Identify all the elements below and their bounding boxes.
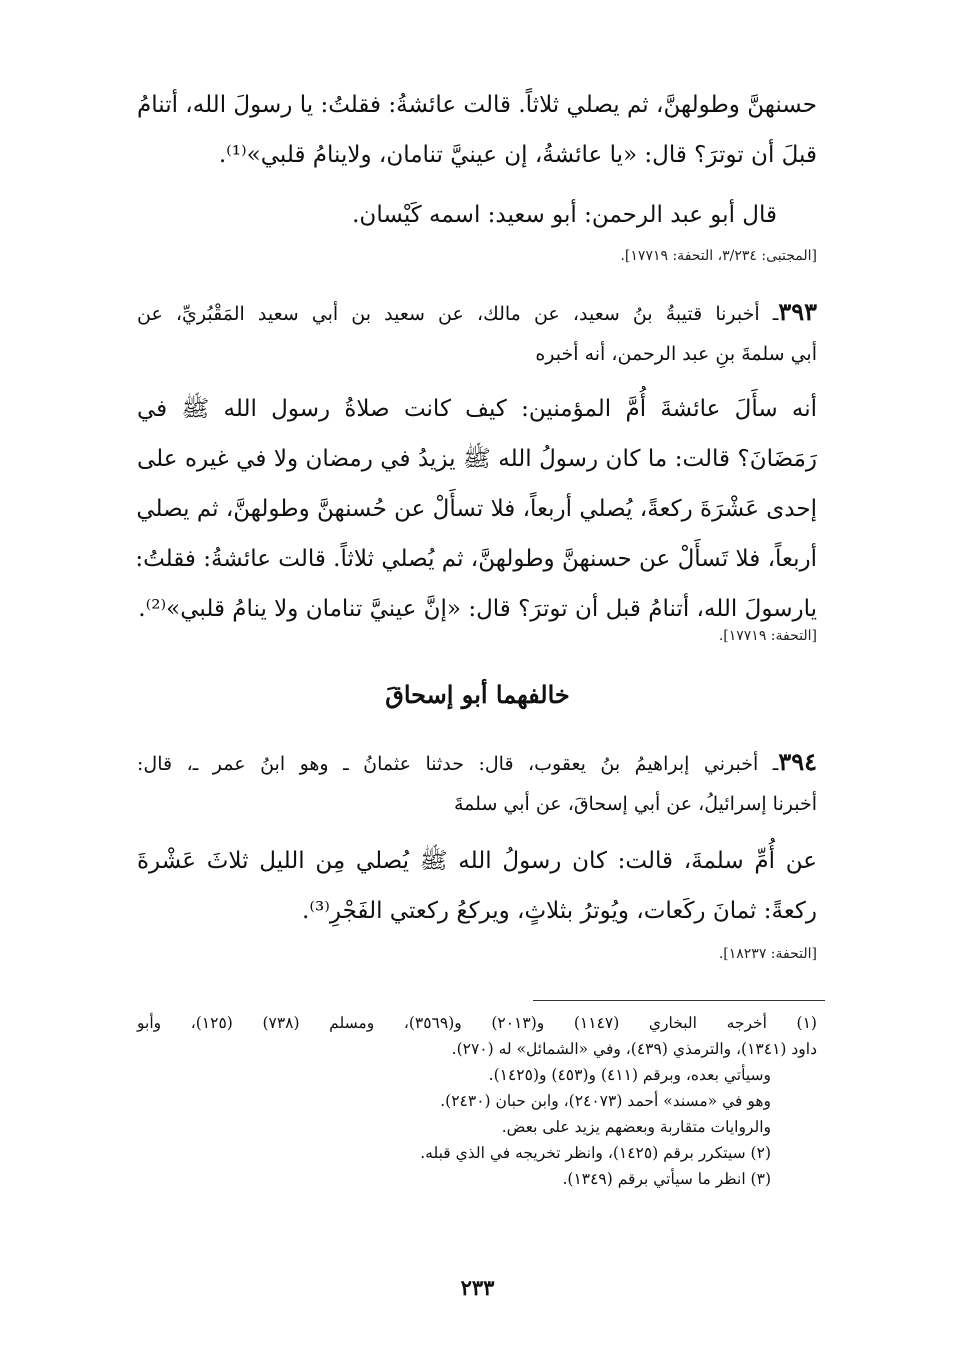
reference-text: [التحفة: ١٧٧١٩]. [718,628,817,644]
text-line: رَمَضَانَ؟ قالت: ما كان رسولُ الله ﷺ يزيدُ في رمضان ولا في غيره على [137,446,817,472]
text-line: أربعاً، فلا تَسأَلْ عن حسنهنَّ وطولهنَّ، ثم يُصلي ثلاثاً. قالت عائشةُ: فقلتُ: [135,546,817,572]
reference-text: [التحفة: ١٨٢٣٧]. [718,946,817,962]
footnote-line: داود (١٣٤١)، والترمذي (٤٣٩)، وفي «الشمائل» له (٢٧٠). [451,1040,817,1058]
text-line: قبلَ أن توترَ؟ قال: «يا عائشةُ، إن عينيَّ تنامان، ولاينامُ قلبي»⁽¹⁾. [218,142,817,168]
reference-394 [137,944,817,964]
footnote-line: (١) أخرجه البخاري (١١٤٧) و(٢٠١٣) و(٣٥٦٩)، ومسلم (٧٣٨) (١٢٥)، وأبو [137,1014,817,1032]
text-line: أنه سأَلَ عائشةَ أُمَّ المؤمنين: كيف كانت صلاةُ رسول الله ﷺ في [137,396,817,422]
footnotes [137,1010,817,1192]
footnote-line: والروايات متقاربة وبعضهم يزيد على بعض. [501,1118,771,1136]
footnote-separator [533,1000,825,1001]
text-line [137,742,817,784]
text-line: يارسولَ الله، أتنامُ قبل أن توترَ؟ قال: «إنَّ عينيَّ تنامان ولا ينامُ قلبي»⁽²⁾. [138,596,817,622]
text-line: إحدى عَشْرَةَ ركعةً، يُصلي أربعاً، فلا تسأَلْ عن حُسنهنَّ وطولهنَّ، ثم يصلي [136,496,817,522]
hadith-number: ٣٩٤ [778,747,817,776]
author-note [137,190,777,240]
footnote-line: (٣) انظر ما سيأتي برقم (١٣٤٩). [562,1170,771,1188]
page-number: ٢٣٣ [460,1275,495,1300]
footnote-line: وسيأتي بعده، وبرقم (٤١١) و(٤٥٣) و(١٤٢٥). [488,1066,771,1084]
hadith-394-matn [137,836,817,936]
text-line: أخبرنا إسرائيلُ، عن أبي إسحاقَ، عن أبي سلمةَ [453,793,817,815]
hadith-394-isnad [137,742,817,824]
hadith-number: ٣٩٣ [778,297,817,326]
footnote-line: (٢) سيتكرر برقم (١٤٢٥)، وانظر تخريجه في الذي قبله. [420,1144,771,1162]
isnad-text: ـ أخبرني إبراهيمُ بنُ يعقوب، قال: حدثنا عثمانُ ـ وهو ابنُ عمر ـ، قال: [137,753,779,775]
text-line: أبي سلمةَ بنِ عبد الرحمن، أنه أخبره [535,343,817,365]
text-line: قال أبو عبد الرحمن: أبو سعيد: اسمه كَيْسان. [352,202,777,228]
isnad-text: ـ أخبرنا قتيبةُ بنُ سعيد، عن مالك، عن سعيد بن أبي سعيد المَقْبُريِّ، عن [137,303,779,325]
reference-1 [137,246,817,266]
hadith-393-isnad [137,292,817,374]
paragraph-continuation [137,80,817,180]
section-heading: خالفهما أبو إسحاقَ [385,680,570,709]
text-line [137,292,817,334]
reference-text: [المجتبى: ٣/٢٣٤، التحفة: ١٧٧١٩]. [620,248,817,264]
reference-393 [137,626,817,646]
hadith-393-matn [137,384,817,634]
footnote-line: وهو في «مسند» أحمد (٢٤٠٧٣)، وابن حبان (٢٤٣٠). [440,1092,771,1110]
text-line: ركعةً: ثمانَ ركَعات، ويُوترُ بثلاثٍ، ويركعُ ركعتي الفَجْرِ⁽³⁾. [302,898,817,924]
text-line: عن أُمِّ سلمةَ، قالت: كان رسولُ الله ﷺ يُصلي مِن الليل ثلاثَ عَشْرةَ [137,848,817,874]
text-line: حسنهنَّ وطولهنَّ، ثم يصلي ثلاثاً. قالت عائشةُ: فقلتُ: يا رسولَ الله، أتنامُ [137,92,817,118]
